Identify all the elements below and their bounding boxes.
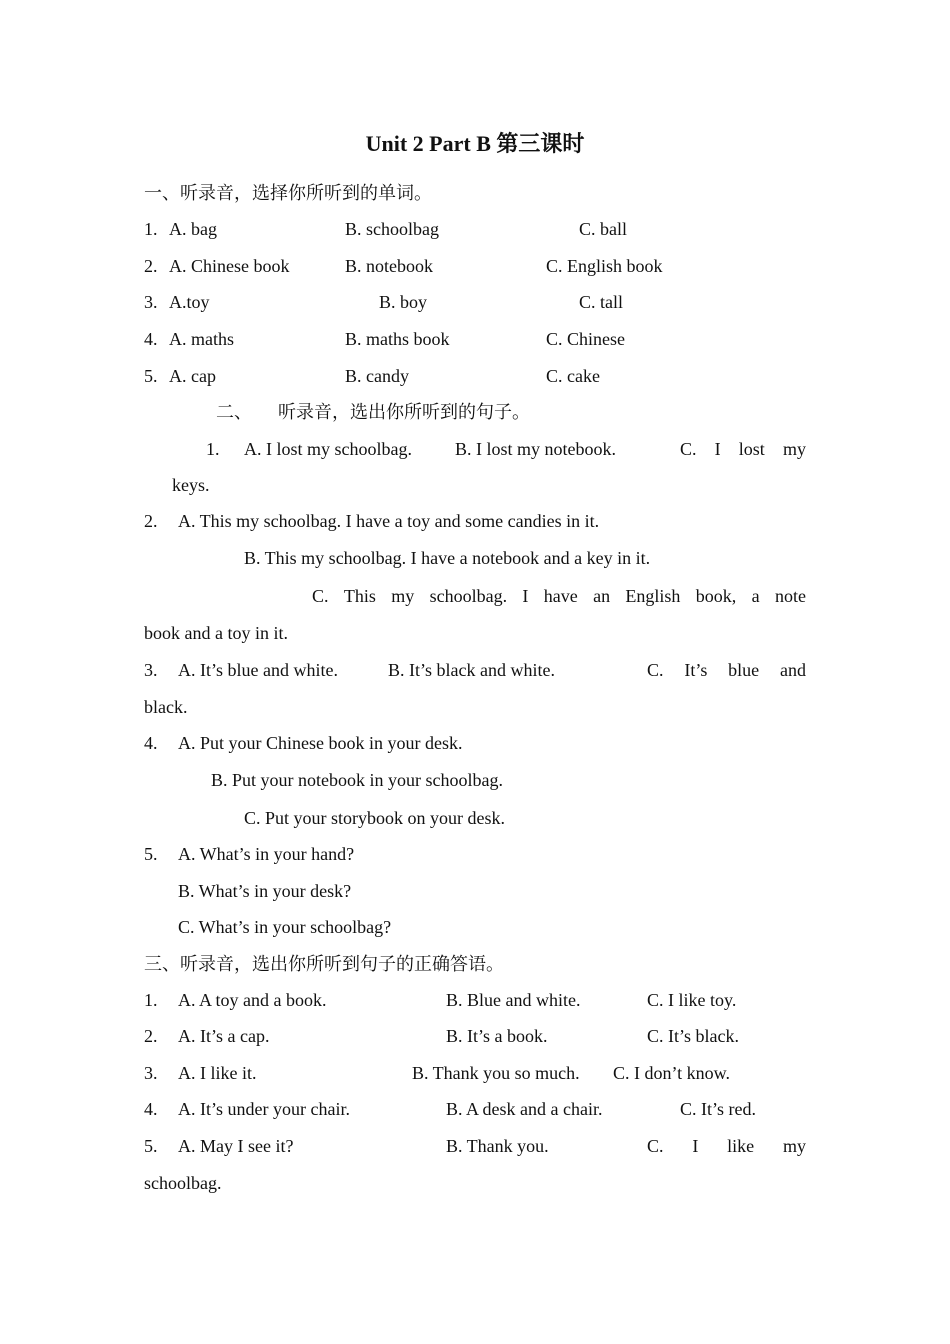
s2-q3-option-c-cont: black. — [144, 697, 188, 717]
s2-q5-option-b: B. What’s in your desk? — [178, 881, 352, 901]
s1-q3-option-c: C. tall — [579, 292, 623, 312]
s1-q3-option-a: A.toy — [169, 292, 210, 312]
s3-q1-option-a: A. A toy and a book. — [178, 990, 327, 1010]
s2-q3-option-b: B. It’s black and white. — [388, 660, 555, 680]
s2-q4-option-b: B. Put your notebook in your schoolbag. — [211, 770, 503, 790]
s1-q5-option-b: B. candy — [345, 366, 409, 386]
s3-q2-option-b: B. It’s a book. — [446, 1026, 548, 1046]
s1-q1-option-a: A. bag — [169, 219, 217, 239]
section2-heading: 听录音，选出你所听到的句子。 — [278, 402, 530, 422]
s1-q5-option-c: C. cake — [546, 366, 600, 386]
s2-q1-option-a: A. I lost my schoolbag. — [244, 439, 412, 459]
s3-q4-option-b: B. A desk and a chair. — [446, 1099, 603, 1119]
s1-q4-option-b: B. maths book — [345, 329, 450, 349]
s3-q4-option-a: A. It’s under your chair. — [178, 1099, 350, 1119]
s3-q2-option-c: C. It’s black. — [647, 1026, 739, 1046]
s2-q5-option-a: A. What’s in your hand? — [178, 844, 355, 864]
s1-q1-option-c: C. ball — [579, 219, 627, 239]
s3-q5-option-b: B. Thank you. — [446, 1136, 549, 1156]
s3-q5-option-c-cont: schoolbag. — [144, 1173, 222, 1193]
s3-q3-option-a: A. I like it. — [178, 1063, 257, 1083]
s1-q5-option-a: A. cap — [169, 366, 216, 386]
s3-q4-option-c: C. It’s red. — [680, 1099, 756, 1119]
s3-q3-option-b: B. Thank you so much. — [412, 1063, 580, 1083]
s1-q2-option-b: B. notebook — [345, 256, 433, 276]
s1-q2-option-c: C. English book — [546, 256, 663, 276]
section1-heading: 一、听录音，选择你所听到的单词。 — [144, 183, 432, 203]
section2-heading-num: 二、 — [216, 402, 252, 422]
section3-heading: 三、听录音，选出你所听到句子的正确答语。 — [144, 954, 504, 974]
s2-q1-option-c-cont: keys. — [172, 475, 210, 495]
s1-q2-num: 2. — [144, 256, 158, 276]
s2-q2-num: 2. — [144, 511, 158, 531]
s2-q5-option-c: C. What’s in your schoolbag? — [178, 917, 392, 937]
s2-q3-option-a: A. It’s blue and white. — [178, 660, 338, 680]
s1-q3-option-b: B. boy — [379, 292, 428, 312]
s3-q1-num: 1. — [144, 990, 158, 1010]
s1-q1-option-b: B. schoolbag — [345, 219, 439, 239]
s1-q3-num: 3. — [144, 292, 158, 312]
s1-q4-num: 4. — [144, 329, 158, 349]
s2-q2-option-c: C. This my schoolbag. I have an English book, a note — [312, 586, 806, 606]
s2-q4-num: 4. — [144, 733, 158, 753]
s1-q4-option-a: A. maths — [169, 329, 234, 349]
s2-q3-option-c: C. It’s blue and — [647, 660, 806, 680]
s2-q3-num: 3. — [144, 660, 158, 680]
s1-q5-num: 5. — [144, 366, 158, 386]
s2-q2-option-a: A. This my schoolbag. I have a toy and some candies in it. — [178, 511, 600, 531]
s2-q1-option-c: C. I lost my — [680, 439, 806, 459]
page-title: Unit 2 Part B 第三课时 — [365, 131, 585, 156]
s3-q3-option-c: C. I don’t know. — [613, 1063, 730, 1083]
s1-q4-option-c: C. Chinese — [546, 329, 625, 349]
s2-q1-num: 1. — [206, 439, 220, 459]
s2-q4-option-c: C. Put your storybook on your desk. — [244, 808, 505, 828]
s2-q2-option-b: B. This my schoolbag. I have a notebook and a key in it. — [244, 548, 651, 568]
s3-q1-option-c: C. I like toy. — [647, 990, 737, 1010]
s3-q2-option-a: A. It’s a cap. — [178, 1026, 270, 1046]
s2-q1-option-b: B. I lost my notebook. — [455, 439, 616, 459]
s2-q4-option-a: A. Put your Chinese book in your desk. — [178, 733, 463, 753]
s3-q5-option-a: A. May I see it? — [178, 1136, 294, 1156]
s2-q5-num: 5. — [144, 844, 158, 864]
s2-q2-option-c-cont: book and a toy in it. — [144, 623, 288, 643]
s3-q2-num: 2. — [144, 1026, 158, 1046]
s3-q4-num: 4. — [144, 1099, 158, 1119]
s1-q2-option-a: A. Chinese book — [169, 256, 290, 276]
s3-q3-num: 3. — [144, 1063, 158, 1083]
s3-q1-option-b: B. Blue and white. — [446, 990, 581, 1010]
s1-q1-num: 1. — [144, 219, 158, 239]
s3-q5-num: 5. — [144, 1136, 158, 1156]
s3-q5-option-c: C. I like my — [647, 1136, 806, 1156]
